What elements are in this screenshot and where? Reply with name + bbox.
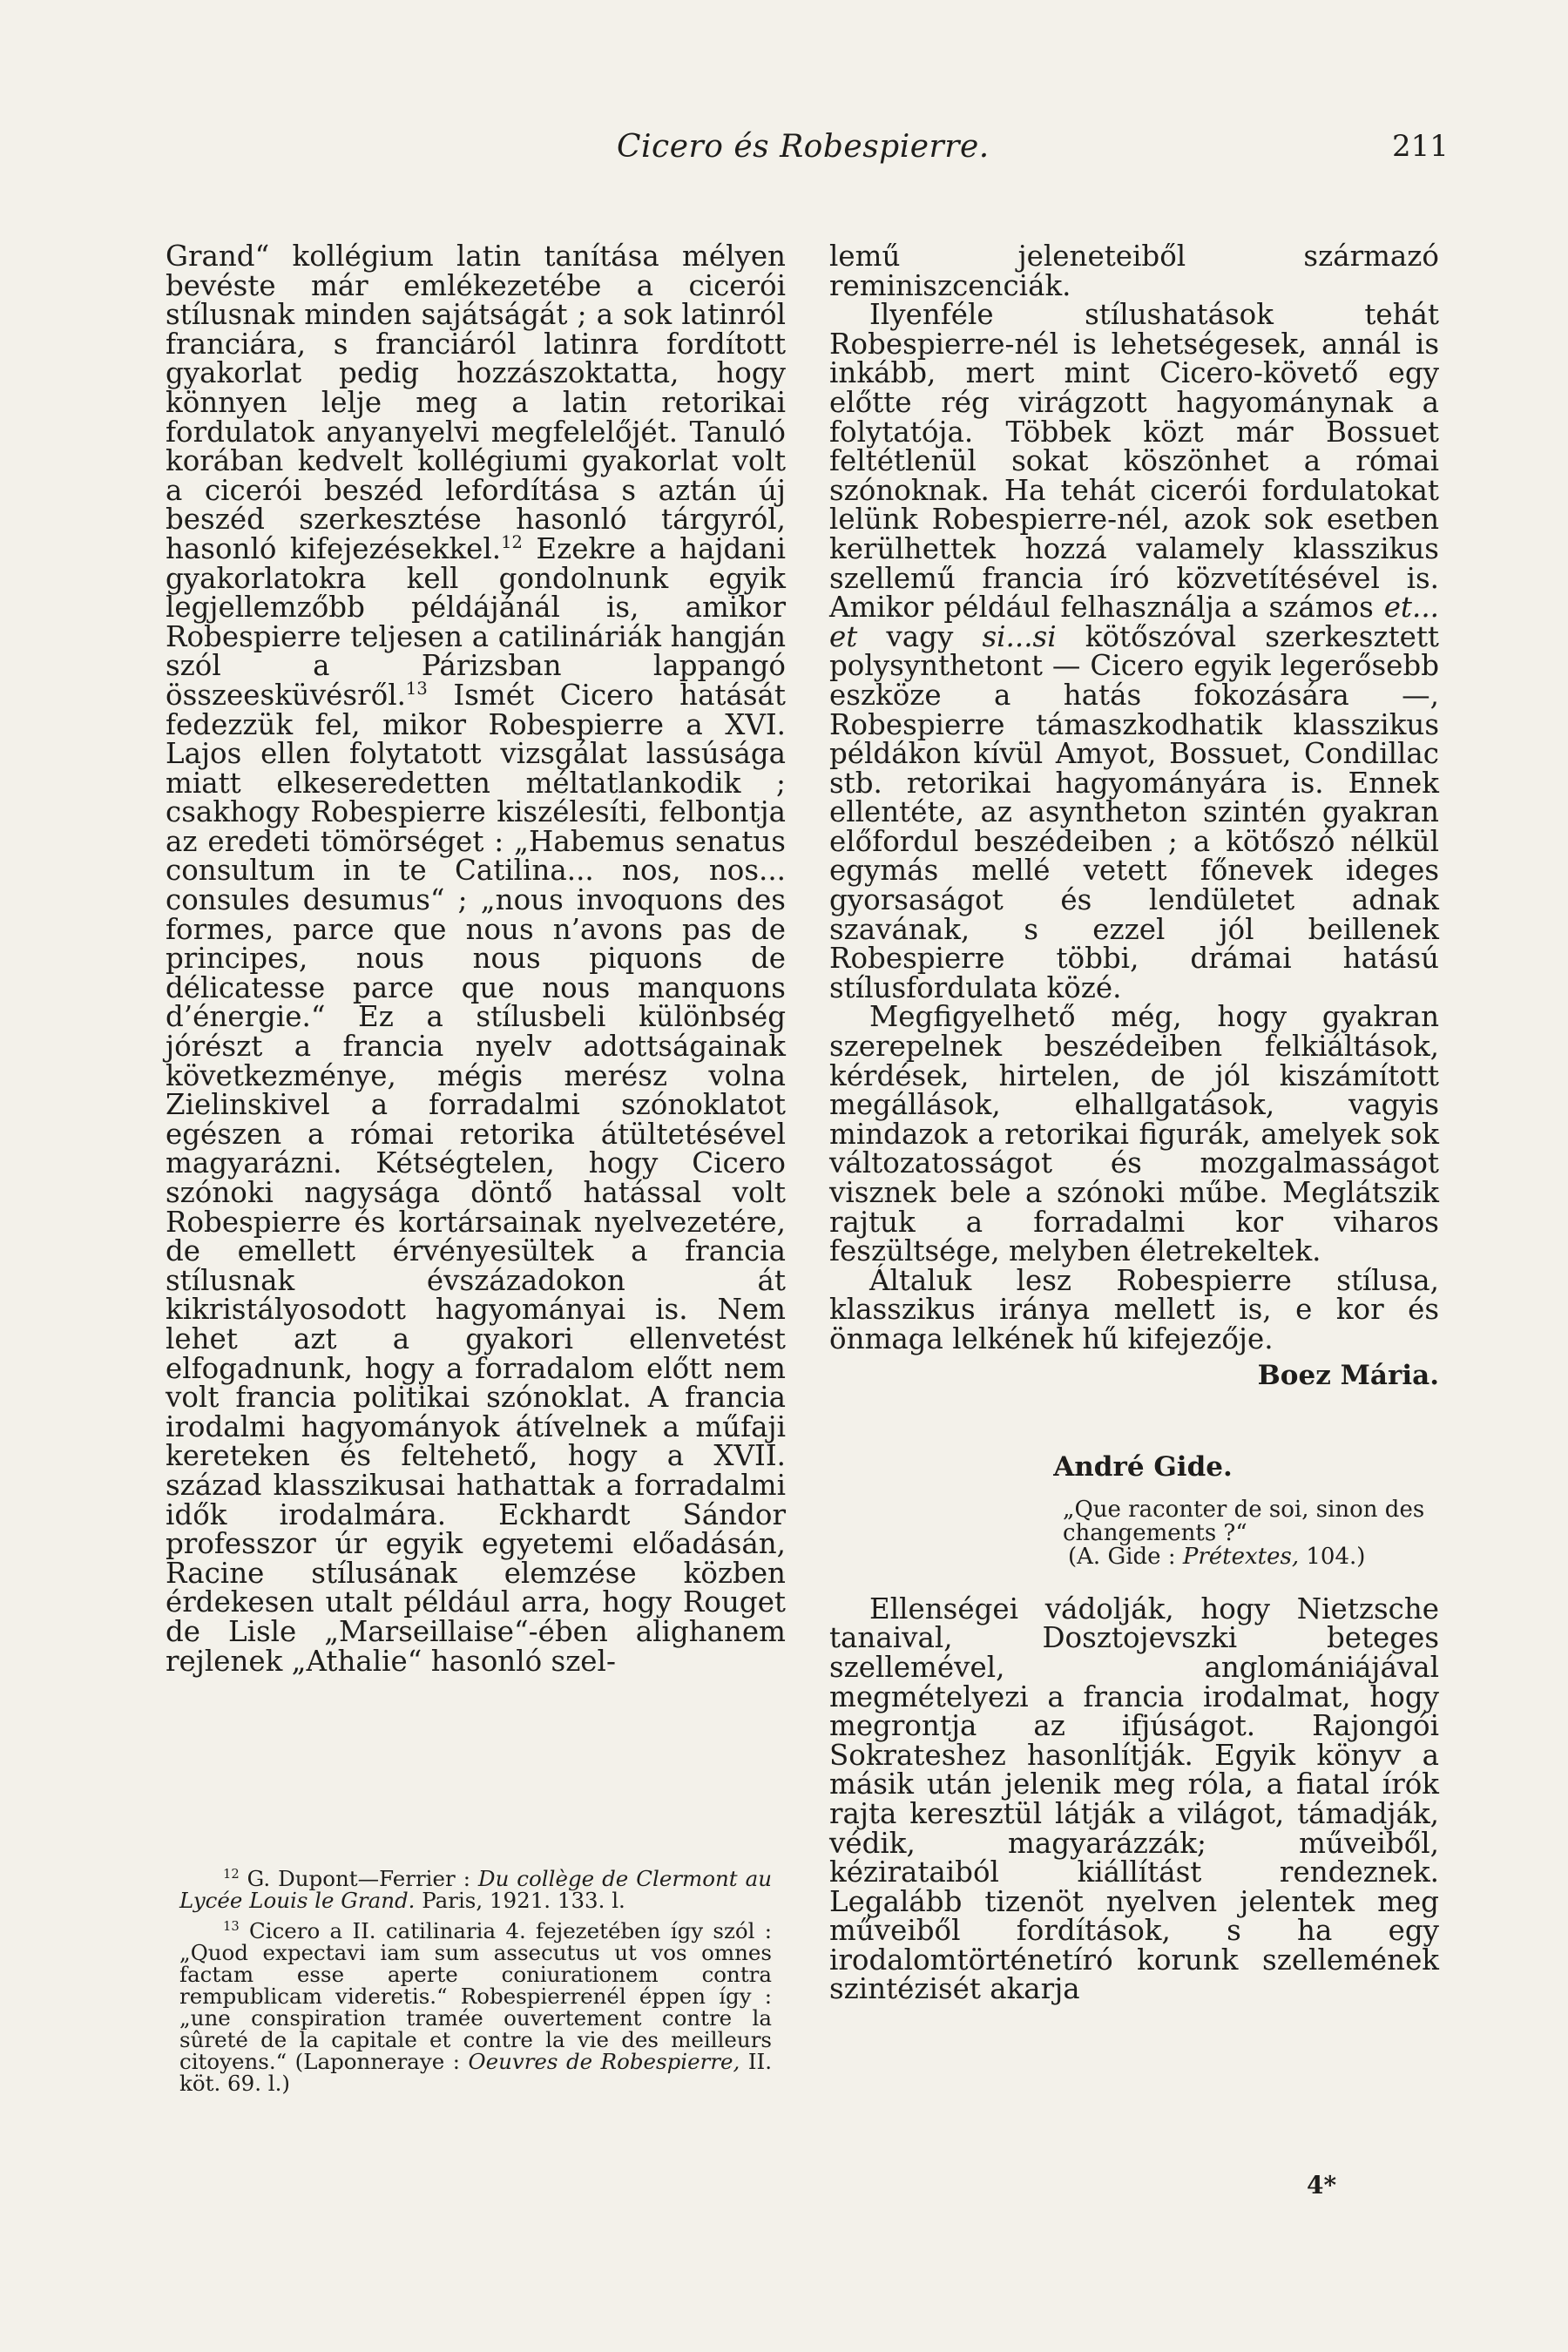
epigraph-source <box>1063 1545 1439 1569</box>
text-run: Ismét Cicero hatását fedezzük fel, mikor Robespierre a XVI. Lajos ellen folytatott vizsgálat lassúsága miatt elkeseredetten méltatlankodik ; csakhogy Robespierre kiszélesíti, felbontja az eredeti tömörséget : „Habemus senatus consultum in te Catilina... nos, nos... consules desumus“ ; „nous invoquons des formes, parce que nous n’avons pas de principes, nous nous piquons de délicatesse parce que nous manquons d’énergie.“ Ez a stílusbeli különbség jórészt a francia nyelv adottságainak következménye, mégis merész volna Zielinskivel a forradalmi szónoklatot egészen a római retorika átültetésével magyarázni. Kétségtelen, hogy Cicero szónoki nagysága döntő hatással volt Robespierre és kortársainak nyelvezetére, de emellett érvényesültek a francia stílusnak évszázadokon át kikristályosodott hagyományai is. Nem lehet azt a gyakori ellenvetést elfogadnunk, hogy a forradalom előtt nem volt francia politikai szónoklat. A francia irodalmi hagyományok átívelnek a műfaji kereteken és feltehető, hogy a XVII. század klasszikusai hathattak a forradalmi idők irodalmára. Eckhardt Sándor professzor úr egyik egyetemi előadásán, Racine stílusának elemzése közben érdekesen utalt például arra, hogy Rouget de Lisle „Marseillaise“-ében alighanem rejlenek „Athalie“ hasonló szel- <box>166 678 786 1678</box>
footnote-title: Du collège de Clermont au Lycée Louis le Grand. <box>179 1866 772 1913</box>
footnote-text: G. Dupont—Ferrier : <box>239 1866 478 1891</box>
left-column <box>166 242 786 1676</box>
author-signature: Boez Mária. <box>1257 1359 1439 1391</box>
text-run: Ezekre a hajdani gyakorlatokra kell gondolnunk egyik legjellemzőbb példájánál is, amikor Robespierre teljesen a catilináriák hangján szól a Párizsban lappangó összeesküvésről. <box>166 531 786 712</box>
running-head: Cicero és Robespierre. <box>617 129 990 165</box>
footnote-text: Cicero a II. catilinaria 4. fejezetében így szól : „Quod expectavi iam sum assecutus ut vos omnes factam esse aperte coniurationem contra rempublicam videretis.“ Robespierrenél éppen így : „une conspiration tramée ouvertement contre la sûreté de la capitale et contre la vie des meilleurs citoyens.“ (Laponneraye : <box>179 1918 772 2074</box>
text-run: vagy <box>857 619 983 653</box>
right-column <box>829 242 1439 2004</box>
footnote-text: Paris, 1921. 133. l. <box>415 1888 625 1913</box>
footnote-ref-13: 13 <box>405 679 428 700</box>
footnote-12 <box>179 1868 772 1911</box>
footnote-text: II. köt. 69. l.) <box>179 2049 772 2096</box>
epigraph-quote: „Que raconter de soi, sinon des changements ?“ <box>1063 1496 1425 1546</box>
footnote-13 <box>179 1920 772 2094</box>
footnote-number: 12 <box>223 1866 240 1882</box>
text-run: (A. Gide : <box>1068 1543 1183 1570</box>
left-paragraph <box>166 242 786 1676</box>
footnote-number: 13 <box>223 1918 240 1934</box>
right-paragraph-3: Megfigyelhető még, hogy gyakran szerepelnek beszédeiben felkiáltások, kérdések, hirtelen, de jól kiszámított megállások, elhallgatások, vagyis mindazok a retorikai figurák, amelyek sok változatosságot és mozgalmasságot visznek bele a szónoki műbe. Meglátszik rajtuk a forradalmi kor viharos feszültsége, melyben életrekeltek. <box>829 1000 1439 1268</box>
italic-term: si...si <box>982 619 1057 653</box>
footnote-ref-12: 12 <box>501 532 523 553</box>
right-paragraph-4: Általuk lesz Robespierre stílusa, klasszikus iránya mellett is, e kor és önmaga lelkének hű kifejezője. <box>829 1263 1439 1355</box>
italic-term: et... et <box>829 591 1439 653</box>
right-paragraph-1: lemű jeleneteiből származó reminiszcenciák. <box>829 240 1439 302</box>
epigraph-work-title: Prétextes, <box>1182 1543 1300 1570</box>
text-run: Grand“ kollégium latin tanítása mélyen bevéste már emlékezetébe a cicerói stílusnak minden sajátságát ; a sok latinról franciára, s franciáról latinra fordított gyakorlat pedig hozzászoktatta, hogy könnyen lelje meg a latin retorikai fordulatok anyanyelvi megfelelőjét. Tanuló korában kedvelt kollégiumi gyakorlat volt a cicerói beszéd lefordítása s aztán új beszéd szerkesztése hasonló tárgyról, hasonló kifejezésekkel. <box>166 240 786 565</box>
footnote-title: Oeuvres de Robespierre, <box>468 2049 740 2074</box>
footnotes <box>179 1868 772 2094</box>
text-run: 104.) <box>1299 1543 1366 1570</box>
printer-signature-mark: 4* <box>1307 2171 1337 2200</box>
text-run: Ilyenféle stílushatások tehát Robespierre-nél is lehetségesek, annál is inkább, mert mint Cicero-követő egy előtte rég virágzott hagyománynak a folytatója. Többek közt már Bossuet feltétlenül sokat köszönhet a római szónoknak. Ha tehát cicerói fordulatokat lelünk Robespierre-nél, azok sok esetben kerülhettek hozzá valamely klasszikus szellemű francia író közvetítésével is. Amikor például felhasználja a számos <box>829 298 1439 625</box>
epigraph <box>829 1498 1439 1569</box>
text-run: kötőszóval szerkesztett polysynthetont — Cicero egyik legerősebb eszköze a hatás fokozására —, Robespierre támaszkodhatik klasszikus példákon kívül Amyot, Bossuet, Condillac stb. retorikai hagyományára is. Ennek ellentéte, az asyntheton szintén gyakran előfordul beszédeiben ; a kötőszó nélkül egymás mellé vetett főnevek ideges gyorsaságot és lendületet adnak szavának, s ezzel jól beillenek Robespierre többi, drámai hatású stílusfordulata közé. <box>829 619 1439 1004</box>
section-title: André Gide. <box>1053 1451 1233 1484</box>
right-paragraph-5: Ellenségei vádolják, hogy Nietzsche tanaival, Dosztojevszki beteges szellemével, anglomániájával megmételyezi a francia irodalmat, hogy megrontja az ifjúságot. Rajongói Sokrateshez hasonlítják. Egyik könyv a másik után jelenik meg róla, a fiatal írók rajta keresztül látják a világot, támadják, védik, magyarázzák; műveiből, kézirataiból kiállítást rendeznek. Legalább tizenöt nyelven jelentek meg műveiből fordítások, s ha egy irodalomtörténetíró korunk szellemének szintézisét akarja <box>829 1592 1439 2006</box>
page-number: 211 <box>1392 129 1449 164</box>
right-paragraph-2 <box>829 298 1439 1004</box>
